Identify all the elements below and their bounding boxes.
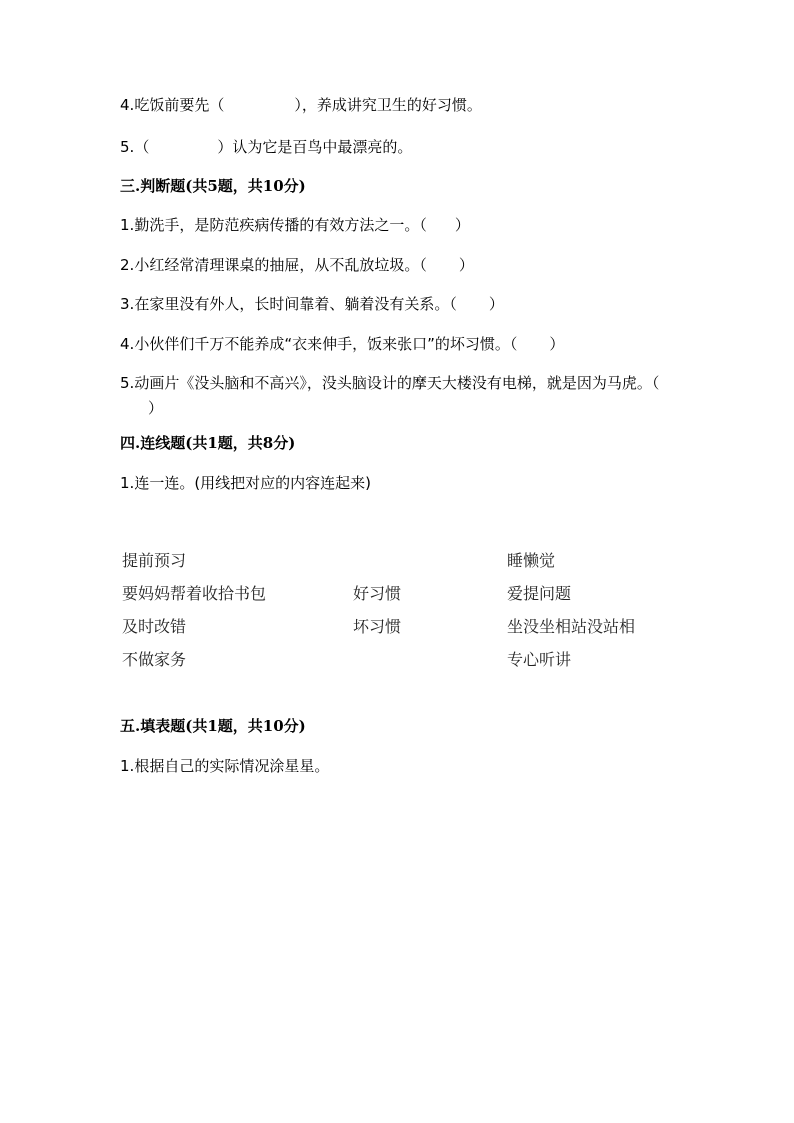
- question-number: 5.: [120, 374, 135, 392]
- question-text: 勤洗手，是防范疾病传播的有效方法之一。（: [134, 216, 427, 234]
- question-text-after: ），养成讲究卫生的好习惯。: [294, 96, 482, 114]
- judge-question-2: [120, 255, 474, 275]
- question-number: 5.: [120, 138, 135, 156]
- fill-blank-question-4: [120, 95, 482, 115]
- closing-paren: ）: [488, 295, 504, 313]
- match-left-item[interactable]: 及时改错: [122, 617, 187, 636]
- question-number: 3.: [120, 295, 135, 313]
- fill-blank-question-5: [120, 137, 412, 157]
- match-left-item[interactable]: 要妈妈帮着收拾书包: [122, 584, 267, 603]
- section-heading-table-fill: 五.填表题(共1题，共10分): [120, 717, 306, 735]
- judge-question-3: [120, 294, 504, 314]
- question-number: 1.: [120, 757, 135, 775]
- match-middle-item[interactable]: 坏习惯: [353, 617, 402, 636]
- closing-paren: ）: [454, 216, 470, 234]
- question-number: 4.: [120, 96, 135, 114]
- table-fill-question-1: [120, 756, 329, 776]
- section-heading-match: 四.连线题(共1题，共8分): [120, 434, 296, 452]
- question-number: 4.: [120, 335, 135, 353]
- judge-question-1: [120, 215, 470, 235]
- question-text: 根据自己的实际情况涂星星。: [134, 757, 330, 775]
- question-number: 1.: [120, 216, 135, 234]
- question-number: 1.: [120, 474, 135, 492]
- section-heading-judge: 三.判断题(共5题，共10分): [120, 177, 306, 195]
- closing-paren: ）: [549, 335, 565, 353]
- judge-question-5: [120, 371, 680, 421]
- question-text: 动画片《没头脑和不高兴》，没头脑设计的摩天大楼没有电梯，就是因为马虎。（: [134, 374, 660, 392]
- question-text-after: ）认为它是百鸟中最漂亮的。: [217, 138, 413, 156]
- question-text-before: 吃饭前要先（: [134, 96, 225, 114]
- question-text: 连一连。(用线把对应的内容连起来): [134, 474, 372, 492]
- question-text: 小红经常清理课桌的抽屉，从不乱放垃圾。（: [134, 256, 427, 274]
- match-question-1: [120, 473, 371, 493]
- closing-paren: ）: [148, 399, 164, 417]
- match-right-item[interactable]: 爱提问题: [507, 584, 572, 603]
- closing-paren: ）: [458, 256, 474, 274]
- match-right-item[interactable]: 专心听讲: [507, 650, 572, 669]
- match-left-item[interactable]: 提前预习: [122, 551, 187, 570]
- match-left-item[interactable]: 不做家务: [122, 650, 187, 669]
- match-middle-item[interactable]: 好习惯: [353, 584, 402, 603]
- question-text: 在家里没有外人，长时间靠着、躺着没有关系。（: [134, 295, 457, 313]
- question-text: 小伙伴们千万不能养成“衣来伸手，饭来张口”的坏习惯。（: [134, 335, 518, 353]
- match-right-item[interactable]: 睡懒觉: [507, 551, 556, 570]
- question-text-before: （: [134, 138, 150, 156]
- judge-question-4: [120, 334, 564, 354]
- match-right-item[interactable]: 坐没坐相站没站相: [507, 617, 636, 636]
- question-number: 2.: [120, 256, 135, 274]
